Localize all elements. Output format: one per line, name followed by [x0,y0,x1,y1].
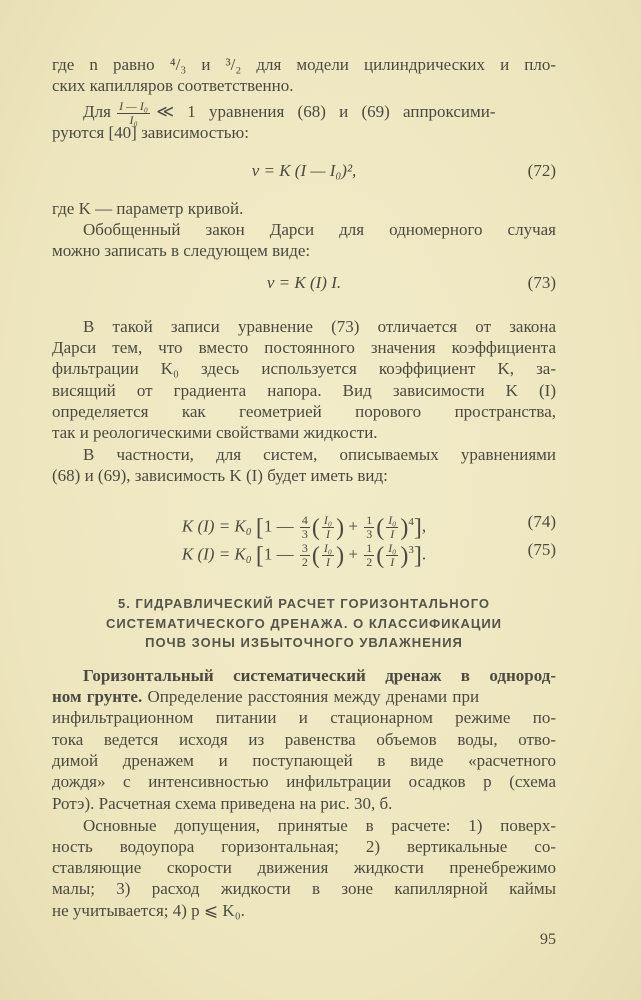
equation-body [52,533,556,573]
text: Определение расстояния между дренами при [142,687,480,706]
equation-73 [52,268,556,298]
text-line: инфильтрационном питании и стационарном режиме по- [52,708,556,727]
run-in-heading: ном грунте. [52,687,143,706]
paren: ) [336,514,345,541]
numerator: I — I₀ [119,98,148,113]
operator: + [348,544,358,564]
punct: , [421,516,427,536]
text-line: димой дренажем и поступающей в виде «расчетного [52,751,556,770]
exponent: 4 [408,516,414,528]
bracket: [ [255,514,264,541]
paren: ) [336,542,345,569]
lhs: K (I) = K₀ [181,516,252,536]
text-line: ставляющие скорости движения жидкости пренебрежимо [52,858,556,877]
bracket: [ [255,542,264,569]
text-line: так и реологическими свойствами жидкости. [52,423,378,442]
numerator: 1 [366,541,373,556]
text-line: где K — параметр кривой. [52,199,244,218]
text-line: можно записать в следующем виде: [52,241,311,260]
lhs: K (I) = K₀ [181,544,252,564]
text: Для [83,102,111,121]
term: 1 — [263,544,294,564]
text-line: ских капилляров соответственно. [52,76,294,95]
text-line: где n равно ⁴/₃ и ³/₂ для модели цилиндрических и пло- [52,55,556,74]
denominator: I₀ [129,112,138,127]
section-heading-line: СИСТЕМАТИЧЕСКОГО ДРЕНАЖА. О КЛАССИФИКАЦИИ [105,616,503,631]
section-heading-line: 5. ГИДРАВЛИЧЕСКИЙ РАСЧЕТ ГОРИЗОНТАЛЬНОГО [117,596,491,611]
denominator: I [390,527,395,542]
numerator: 1 [366,513,373,528]
text-line: Обобщенный закон Дарси для одномерного случая [83,220,556,239]
text-line: Основные допущения, принятые в расчете: 1) поверх- [83,816,556,835]
bracket: ] [413,514,422,541]
bracket: ] [413,542,422,569]
page-number: 95 [540,931,556,948]
numerator: I₀ [388,541,397,556]
equation-number: (75) [527,540,556,559]
text-line: фильтрации K₀ здесь используется коэффициент K, за- [52,359,556,378]
text-line: висящий от градиента напора. Вид зависимости K (I) [52,381,556,400]
text-line: В такой записи уравнение (73) отличается от закона [83,317,556,336]
equation-number: (73) [527,273,556,292]
text-line: определяется как геометрией порового пространства, [52,402,556,421]
denominator: 2 [366,555,373,570]
equation-body: v = K (I) I. [266,273,342,292]
equation-72 [52,156,556,186]
text-line-bold: Горизонтальный систематический дренаж в однород- [83,666,556,685]
exponent: 3 [408,544,414,556]
paren: ) [400,514,409,541]
numerator: I₀ [323,541,333,556]
text-line: ность водоупора горизонтальная; 2) вертикальные со- [52,837,556,856]
text-line: дождя» с интенсивностью инфильтрации осадков p (схема [52,772,556,791]
paren: ( [311,514,320,541]
numerator: I₀ [323,513,333,528]
text-line: Дарси тем, что вместо постоянного значения коэффициента [52,338,556,357]
numerator: 4 [301,513,308,528]
paren: ) [400,542,409,569]
text-line [52,686,556,708]
equation-number: (72) [527,161,556,180]
text-line: Ротэ). Расчетная схема приведена на рис. 30, б. [52,794,393,813]
term: 1 — [263,516,294,536]
denominator: 3 [366,527,373,542]
equation-75 [52,533,556,570]
text-line: не учитывается; 4) p ⩽ K₀. [52,901,245,920]
punct: . [421,544,427,564]
denominator: I [326,527,330,542]
fraction [364,542,374,569]
section-heading-line: ПОЧВ ЗОНЫ ИЗБЫТОЧНОГО УВЛАЖНЕНИЯ [145,635,463,650]
paren: ( [376,514,385,541]
text-line: (68) и (69), зависимость K (I) будет иметь вид: [52,466,388,485]
fraction [322,542,334,569]
numerator: I₀ [388,513,397,528]
fraction [386,542,398,569]
text-line: малы; 3) расход жидкости в зоне капиллярной каймы [52,879,556,898]
denominator: I [390,555,395,570]
text-line: тока ведется исходя из равенства объемов воды, отво- [52,730,556,749]
equation-number: (74) [527,512,556,531]
text-line: В частности, для систем, описываемых уравнениями [83,445,556,464]
denominator: 3 [301,527,308,542]
operator: + [348,516,358,536]
text-line: руются [40] зависимостью: [52,123,249,142]
fraction [300,542,310,569]
denominator: 2 [301,555,308,570]
paren: ( [376,542,385,569]
paren: ( [311,542,320,569]
equation-body: v = K (I — I₀)², [251,161,357,180]
denominator: I [326,555,330,570]
numerator: 3 [301,541,308,556]
text: ≪ 1 уравнения (68) и (69) аппроксими- [156,102,496,121]
